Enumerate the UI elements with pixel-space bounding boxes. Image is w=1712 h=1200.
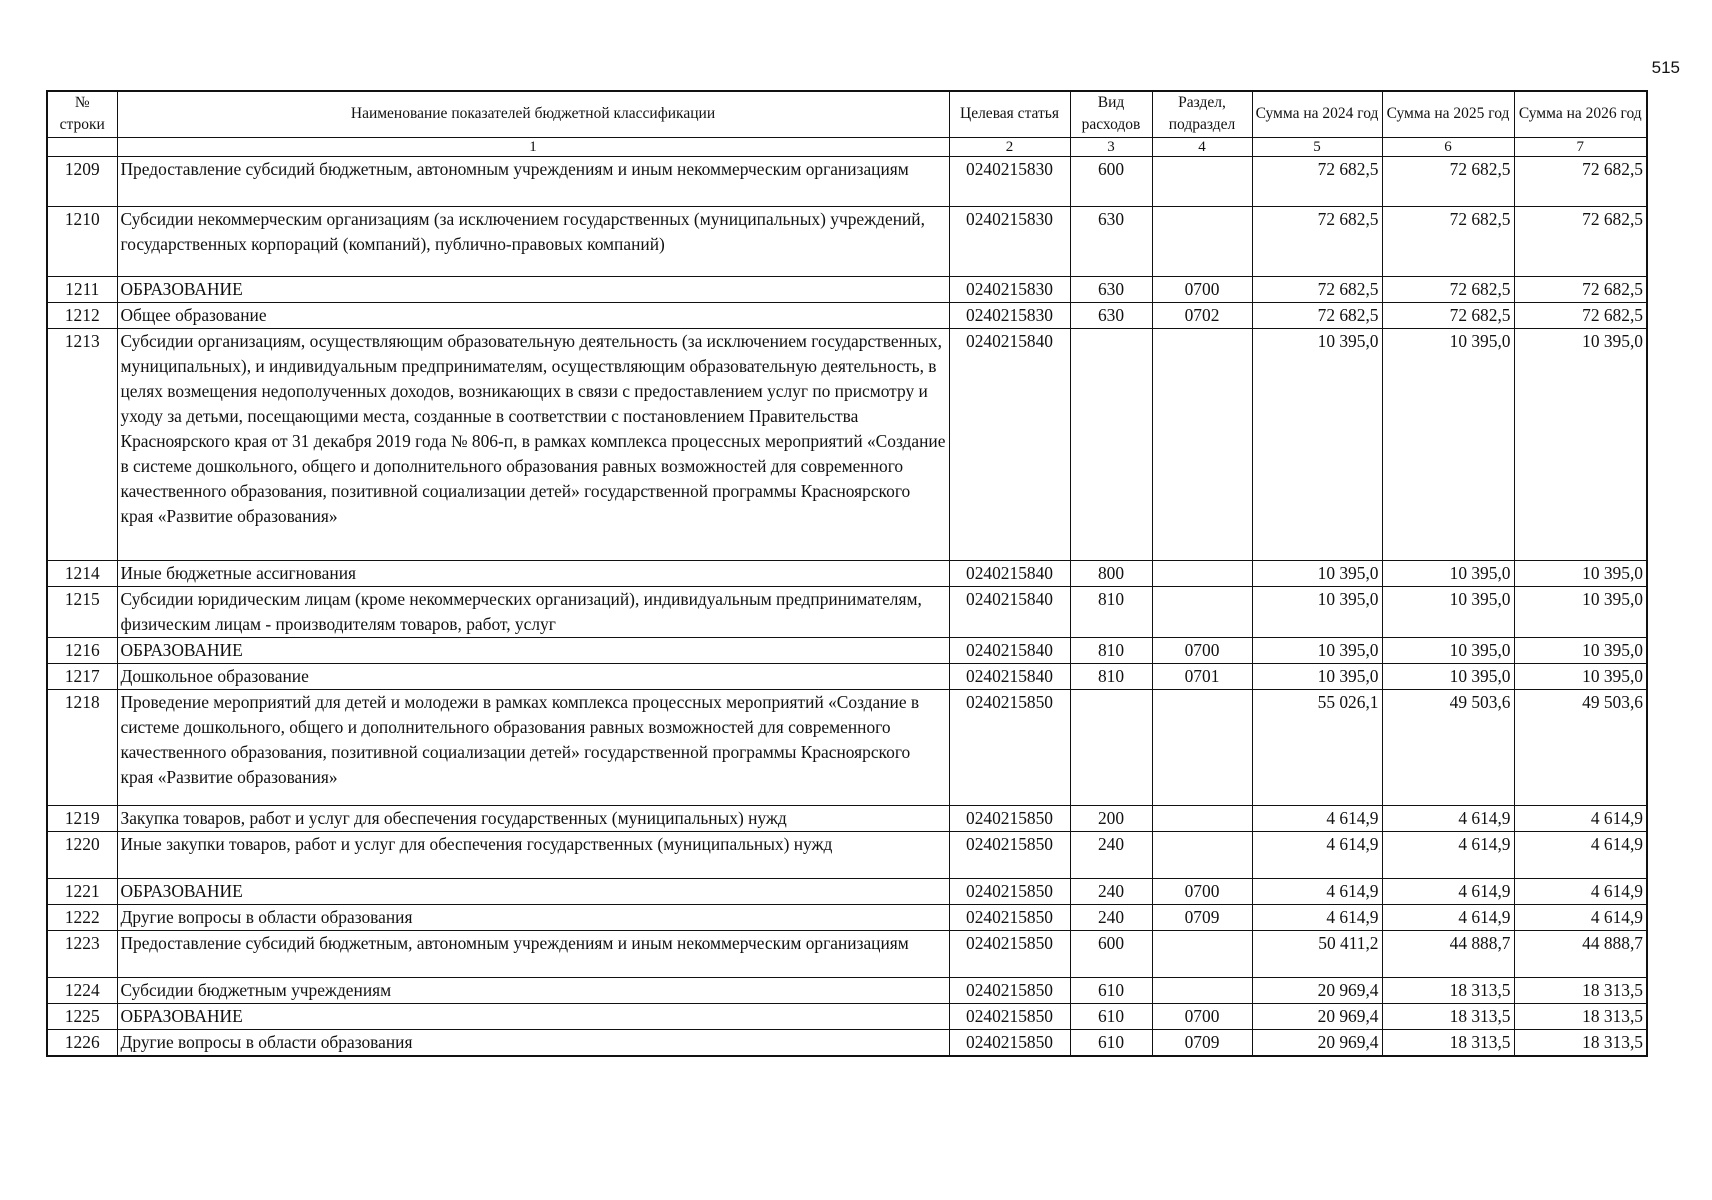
row-name: Иные закупки товаров, работ и услуг для обеспечения государственных (муниципальных) нужд: [117, 831, 949, 878]
row-sum-2024: 20 969,4: [1252, 1029, 1382, 1056]
column-number: 2: [949, 137, 1070, 156]
header-name: Наименование показателей бюджетной классификации: [117, 91, 949, 137]
row-sum-2024: 72 682,5: [1252, 276, 1382, 302]
row-sum-2024: 4 614,9: [1252, 878, 1382, 904]
row-sum-2024: 72 682,5: [1252, 156, 1382, 206]
column-number: 3: [1070, 137, 1152, 156]
table-row: [47, 156, 1647, 206]
row-target-article: 0240215840: [949, 560, 1070, 586]
table-row: [47, 276, 1647, 302]
row-section: [1152, 689, 1252, 805]
row-sum-2026: 18 313,5: [1514, 1003, 1647, 1029]
row-number: 1209: [47, 156, 117, 206]
row-expense-type: 810: [1070, 586, 1152, 637]
row-sum-2025: 4 614,9: [1382, 904, 1514, 930]
row-sum-2026: 4 614,9: [1514, 831, 1647, 878]
row-name: Общее образование: [117, 302, 949, 328]
column-number: 6: [1382, 137, 1514, 156]
row-number: 1220: [47, 831, 117, 878]
row-number: 1219: [47, 805, 117, 831]
row-sum-2026: 72 682,5: [1514, 276, 1647, 302]
column-number: 5: [1252, 137, 1382, 156]
row-name: Субсидии бюджетным учреждениям: [117, 977, 949, 1003]
row-expense-type: 240: [1070, 831, 1152, 878]
row-target-article: 0240215850: [949, 1003, 1070, 1029]
row-target-article: 0240215850: [949, 831, 1070, 878]
row-sum-2025: 49 503,6: [1382, 689, 1514, 805]
row-expense-type: 200: [1070, 805, 1152, 831]
row-target-article: 0240215840: [949, 586, 1070, 637]
row-expense-type: [1070, 689, 1152, 805]
row-target-article: 0240215830: [949, 156, 1070, 206]
row-number: 1212: [47, 302, 117, 328]
column-number: 4: [1152, 137, 1252, 156]
row-section: 0709: [1152, 1029, 1252, 1056]
row-section: 0700: [1152, 878, 1252, 904]
row-sum-2025: 72 682,5: [1382, 276, 1514, 302]
row-sum-2025: 10 395,0: [1382, 560, 1514, 586]
row-name: Субсидии юридическим лицам (кроме некоммерческих организаций), индивидуальным предпринимателям, физическим лицам - производителям товаров, работ, услуг: [117, 586, 949, 637]
row-name: Дошкольное образование: [117, 663, 949, 689]
row-target-article: 0240215850: [949, 977, 1070, 1003]
row-target-article: 0240215850: [949, 904, 1070, 930]
row-section: [1152, 586, 1252, 637]
row-sum-2025: 72 682,5: [1382, 206, 1514, 276]
row-sum-2024: 10 395,0: [1252, 586, 1382, 637]
row-section: [1152, 328, 1252, 560]
row-sum-2025: 44 888,7: [1382, 930, 1514, 977]
row-expense-type: 630: [1070, 206, 1152, 276]
table-row: [47, 1003, 1647, 1029]
row-section: [1152, 805, 1252, 831]
header-type: Вид расходов: [1070, 91, 1152, 137]
table-row: [47, 831, 1647, 878]
row-target-article: 0240215840: [949, 637, 1070, 663]
row-expense-type: 600: [1070, 156, 1152, 206]
table-row: [47, 805, 1647, 831]
row-section: [1152, 831, 1252, 878]
row-section: [1152, 560, 1252, 586]
row-sum-2026: 44 888,7: [1514, 930, 1647, 977]
row-sum-2025: 18 313,5: [1382, 977, 1514, 1003]
table-body: [47, 156, 1647, 1056]
row-section: 0709: [1152, 904, 1252, 930]
row-number: 1213: [47, 328, 117, 560]
row-number: 1225: [47, 1003, 117, 1029]
row-sum-2024: 20 969,4: [1252, 1003, 1382, 1029]
row-expense-type: 630: [1070, 276, 1152, 302]
row-section: [1152, 156, 1252, 206]
header-sum2024: Сумма на 2024 год: [1252, 91, 1382, 137]
row-sum-2024: 4 614,9: [1252, 904, 1382, 930]
row-name: ОБРАЗОВАНИЕ: [117, 637, 949, 663]
table-row: [47, 302, 1647, 328]
row-sum-2026: 49 503,6: [1514, 689, 1647, 805]
row-sum-2024: 10 395,0: [1252, 637, 1382, 663]
row-sum-2025: 10 395,0: [1382, 637, 1514, 663]
row-sum-2024: 10 395,0: [1252, 328, 1382, 560]
header-num: № строки: [47, 91, 117, 137]
column-number: 7: [1514, 137, 1647, 156]
row-number: 1210: [47, 206, 117, 276]
row-name: ОБРАЗОВАНИЕ: [117, 878, 949, 904]
row-name: Предоставление субсидий бюджетным, автономным учреждениям и иным некоммерческим организациям: [117, 156, 949, 206]
row-target-article: 0240215850: [949, 878, 1070, 904]
row-sum-2026: 72 682,5: [1514, 302, 1647, 328]
table-row: [47, 1029, 1647, 1056]
row-sum-2025: 18 313,5: [1382, 1029, 1514, 1056]
row-number: 1214: [47, 560, 117, 586]
row-number: 1224: [47, 977, 117, 1003]
row-expense-type: 800: [1070, 560, 1152, 586]
header-sum2025: Сумма на 2025 год: [1382, 91, 1514, 137]
row-target-article: 0240215830: [949, 302, 1070, 328]
table-row: [47, 206, 1647, 276]
row-section: 0700: [1152, 276, 1252, 302]
column-number-blank: [47, 137, 117, 156]
row-expense-type: 630: [1070, 302, 1152, 328]
row-sum-2026: 10 395,0: [1514, 560, 1647, 586]
table-row: [47, 977, 1647, 1003]
row-sum-2026: 10 395,0: [1514, 637, 1647, 663]
column-number: 1: [117, 137, 949, 156]
row-sum-2025: 4 614,9: [1382, 878, 1514, 904]
row-section: 0700: [1152, 637, 1252, 663]
table-row: [47, 878, 1647, 904]
row-section: [1152, 930, 1252, 977]
row-number: 1211: [47, 276, 117, 302]
row-sum-2025: 72 682,5: [1382, 302, 1514, 328]
row-target-article: 0240215830: [949, 276, 1070, 302]
column-number-row: [47, 137, 1647, 156]
row-target-article: 0240215830: [949, 206, 1070, 276]
row-name: Субсидии некоммерческим организациям (за исключением государственных (муниципальных) учреждений, государственных корпораций (компаний), публично-правовых компаний): [117, 206, 949, 276]
row-sum-2026: 72 682,5: [1514, 156, 1647, 206]
row-sum-2026: 18 313,5: [1514, 1029, 1647, 1056]
row-sum-2026: 10 395,0: [1514, 586, 1647, 637]
row-sum-2026: 4 614,9: [1514, 878, 1647, 904]
row-target-article: 0240215850: [949, 1029, 1070, 1056]
row-target-article: 0240215840: [949, 663, 1070, 689]
row-expense-type: 810: [1070, 637, 1152, 663]
row-section: 0700: [1152, 1003, 1252, 1029]
row-sum-2025: 4 614,9: [1382, 805, 1514, 831]
row-sum-2026: 10 395,0: [1514, 663, 1647, 689]
header-sum2026: Сумма на 2026 год: [1514, 91, 1647, 137]
row-sum-2024: 10 395,0: [1252, 663, 1382, 689]
table-row: [47, 328, 1647, 560]
row-sum-2025: 10 395,0: [1382, 328, 1514, 560]
row-number: 1223: [47, 930, 117, 977]
row-number: 1222: [47, 904, 117, 930]
row-sum-2026: 4 614,9: [1514, 805, 1647, 831]
row-name: Другие вопросы в области образования: [117, 904, 949, 930]
table-row: [47, 560, 1647, 586]
header-row: [47, 91, 1647, 137]
row-sum-2024: 72 682,5: [1252, 206, 1382, 276]
table-row: [47, 637, 1647, 663]
row-target-article: 0240215850: [949, 930, 1070, 977]
row-target-article: 0240215850: [949, 689, 1070, 805]
row-target-article: 0240215840: [949, 328, 1070, 560]
table-row: [47, 904, 1647, 930]
row-sum-2024: 4 614,9: [1252, 831, 1382, 878]
header-target: Целевая статья: [949, 91, 1070, 137]
row-expense-type: 610: [1070, 977, 1152, 1003]
row-expense-type: 240: [1070, 904, 1152, 930]
row-number: 1221: [47, 878, 117, 904]
row-expense-type: [1070, 328, 1152, 560]
row-name: Другие вопросы в области образования: [117, 1029, 949, 1056]
row-expense-type: 610: [1070, 1003, 1152, 1029]
row-name: Иные бюджетные ассигнования: [117, 560, 949, 586]
row-sum-2024: 50 411,2: [1252, 930, 1382, 977]
row-number: 1218: [47, 689, 117, 805]
row-number: 1216: [47, 637, 117, 663]
row-expense-type: 240: [1070, 878, 1152, 904]
table-row: [47, 689, 1647, 805]
table-row: [47, 586, 1647, 637]
row-sum-2024: 72 682,5: [1252, 302, 1382, 328]
row-sum-2024: 55 026,1: [1252, 689, 1382, 805]
table-row: [47, 930, 1647, 977]
row-name: Закупка товаров, работ и услуг для обеспечения государственных (муниципальных) нужд: [117, 805, 949, 831]
row-sum-2026: 72 682,5: [1514, 206, 1647, 276]
row-sum-2026: 4 614,9: [1514, 904, 1647, 930]
table-row: [47, 663, 1647, 689]
row-section: 0702: [1152, 302, 1252, 328]
row-section: [1152, 977, 1252, 1003]
row-section: [1152, 206, 1252, 276]
row-sum-2024: 20 969,4: [1252, 977, 1382, 1003]
header-section: Раздел, подраздел: [1152, 91, 1252, 137]
row-sum-2025: 4 614,9: [1382, 831, 1514, 878]
row-number: 1215: [47, 586, 117, 637]
row-number: 1226: [47, 1029, 117, 1056]
row-name: Проведение мероприятий для детей и молодежи в рамках комплекса процессных мероприятий «Создание в системе дошкольного, общего и дополнительного образования равных возможностей для современного качественного образования, позитивной социализации детей» государственной программы Красноярского края «Развитие образования»: [117, 689, 949, 805]
row-name: Субсидии организациям, осуществляющим образовательную деятельность (за исключением государственных, муниципальных), и индивидуальным предпринимателям, осуществляющим образовательную деятельность, в целях возмещения недополученных доходов, возникающих в связи с предоставлением услуг по присмотру и уходу за детьми, посещающими места, созданные в соответствии с постановлением Правительства Красноярского края от 31 декабря 2019 года № 806-п, в рамках комплекса процессных мероприятий «Создание в системе дошкольного, общего и дополнительного образования равных возможностей для современного качественного образования, позитивной социализации детей» государственной программы Красноярского края «Развитие образования»: [117, 328, 949, 560]
row-sum-2024: 4 614,9: [1252, 805, 1382, 831]
page-number: 515: [1651, 58, 1680, 77]
row-sum-2025: 72 682,5: [1382, 156, 1514, 206]
row-name: ОБРАЗОВАНИЕ: [117, 276, 949, 302]
row-name: Предоставление субсидий бюджетным, автономным учреждениям и иным некоммерческим организациям: [117, 930, 949, 977]
row-sum-2024: 10 395,0: [1252, 560, 1382, 586]
row-name: ОБРАЗОВАНИЕ: [117, 1003, 949, 1029]
row-expense-type: 810: [1070, 663, 1152, 689]
row-sum-2025: 10 395,0: [1382, 586, 1514, 637]
row-sum-2026: 10 395,0: [1514, 328, 1647, 560]
row-number: 1217: [47, 663, 117, 689]
row-target-article: 0240215850: [949, 805, 1070, 831]
row-sum-2026: 18 313,5: [1514, 977, 1647, 1003]
row-sum-2025: 10 395,0: [1382, 663, 1514, 689]
row-sum-2025: 18 313,5: [1382, 1003, 1514, 1029]
row-section: 0701: [1152, 663, 1252, 689]
budget-table: [46, 90, 1648, 1057]
row-expense-type: 610: [1070, 1029, 1152, 1056]
row-expense-type: 600: [1070, 930, 1152, 977]
